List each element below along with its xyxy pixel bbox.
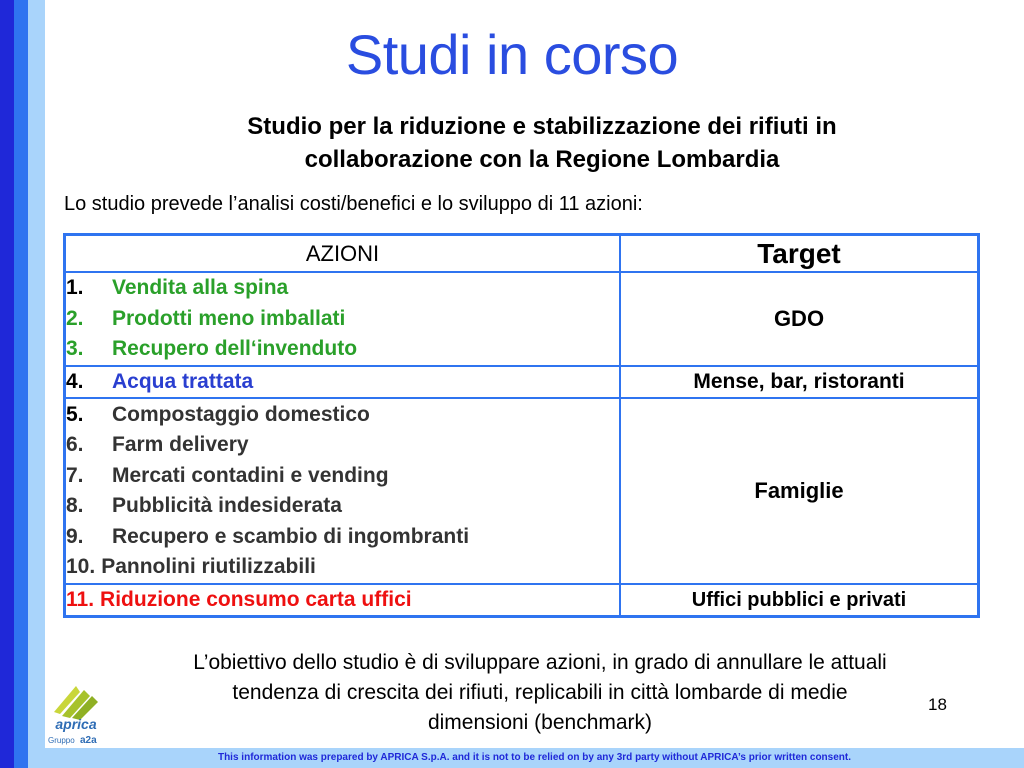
item-text: Vendita alla spina: [112, 276, 289, 299]
item-text: Recupero e scambio di ingombranti: [112, 524, 470, 548]
item-text: Pubblicità indesiderata: [112, 494, 342, 517]
slide-subtitle: [60, 110, 1024, 176]
item-text: Pannolini riutilizzabili: [101, 555, 316, 578]
list-item: [66, 334, 619, 365]
table-row-gdo: [65, 272, 979, 366]
conclusion-line-3: dimensioni (benchmark): [427, 711, 653, 734]
list-item: [66, 587, 619, 613]
item-text: Mercati contadini e vending: [112, 463, 389, 487]
item-text: Prodotti meno imballati: [112, 306, 346, 330]
logo-group-brand: a2a: [80, 735, 97, 746]
target-uffici: Uffici pubblici e privati: [620, 584, 979, 617]
target-mense: Mense, bar, ristoranti: [620, 366, 979, 399]
aprica-logo: [46, 680, 106, 746]
table-row-uffici: [65, 584, 979, 617]
conclusion-line-2: tendenza di crescita dei rifiuti, replicabili in città lombarde di medie: [232, 681, 848, 704]
subtitle-line-2: collaborazione con la Regione Lombardia: [304, 146, 780, 173]
footer-disclaimer: This information was prepared by APRICA S.p.A. and it is not to be relied on by any 3rd party without APRICA’s prior written consent.: [45, 748, 1024, 768]
item-number: 8.: [66, 494, 84, 517]
item-text: Acqua trattata: [112, 369, 254, 393]
target-famiglie: Famiglie: [620, 398, 979, 584]
list-item: [66, 461, 619, 492]
actions-cell: [65, 584, 621, 617]
item-number: 7.: [66, 463, 84, 487]
table-header-row: [65, 235, 979, 273]
list-item: [66, 400, 619, 431]
slide-title: Studi in corso: [345, 23, 679, 86]
list-item: [66, 491, 619, 522]
left-stripe-dark: [0, 0, 14, 768]
table-row-mense: [65, 366, 979, 399]
intro-text: Lo studio prevede l’analisi costi/benefici e lo sviluppo di 11 azioni:: [64, 193, 643, 215]
list-item: [66, 367, 619, 398]
item-number: 5.: [66, 402, 84, 426]
header-target: Target: [620, 235, 979, 273]
actions-cell: [65, 366, 621, 399]
item-number: 2.: [66, 306, 84, 330]
aprica-logo-icon: [46, 680, 106, 746]
logo-group: Gruppo: [48, 736, 75, 745]
table-row-famiglie: [65, 398, 979, 584]
actions-cell: [65, 398, 621, 584]
list-item: [66, 273, 619, 304]
item-text: Compostaggio domestico: [112, 402, 370, 426]
left-stripe-mid: [14, 0, 28, 768]
subtitle-line-1: Studio per la riduzione e stabilizzazione dei rifiuti in: [247, 113, 837, 140]
item-number: 11.: [66, 588, 95, 611]
header-azioni: AZIONI: [65, 235, 621, 273]
page-number: 18: [928, 695, 947, 714]
item-text: Farm delivery: [112, 433, 249, 456]
list-item: [66, 522, 619, 553]
list-item: [66, 430, 619, 461]
item-text: Riduzione consumo carta uffici: [100, 588, 412, 611]
item-text: Recupero dell‘invenduto: [112, 337, 358, 360]
conclusion-text: [100, 648, 980, 738]
target-gdo: GDO: [620, 272, 979, 366]
actions-table: [63, 233, 980, 618]
item-number: 6.: [66, 433, 84, 456]
actions-cell: [65, 272, 621, 366]
item-number: 3.: [66, 337, 84, 360]
item-number: 4.: [66, 369, 84, 393]
list-item: [66, 304, 619, 335]
logo-brand: aprica: [55, 716, 97, 732]
conclusion-line-1: L’obiettivo dello studio è di sviluppare azioni, in grado di annullare le attuali: [193, 651, 887, 674]
item-number: 10.: [66, 555, 96, 578]
left-stripe-light: [28, 0, 45, 768]
item-number: 1.: [66, 276, 84, 299]
item-number: 9.: [66, 524, 84, 548]
list-item: [66, 552, 619, 583]
